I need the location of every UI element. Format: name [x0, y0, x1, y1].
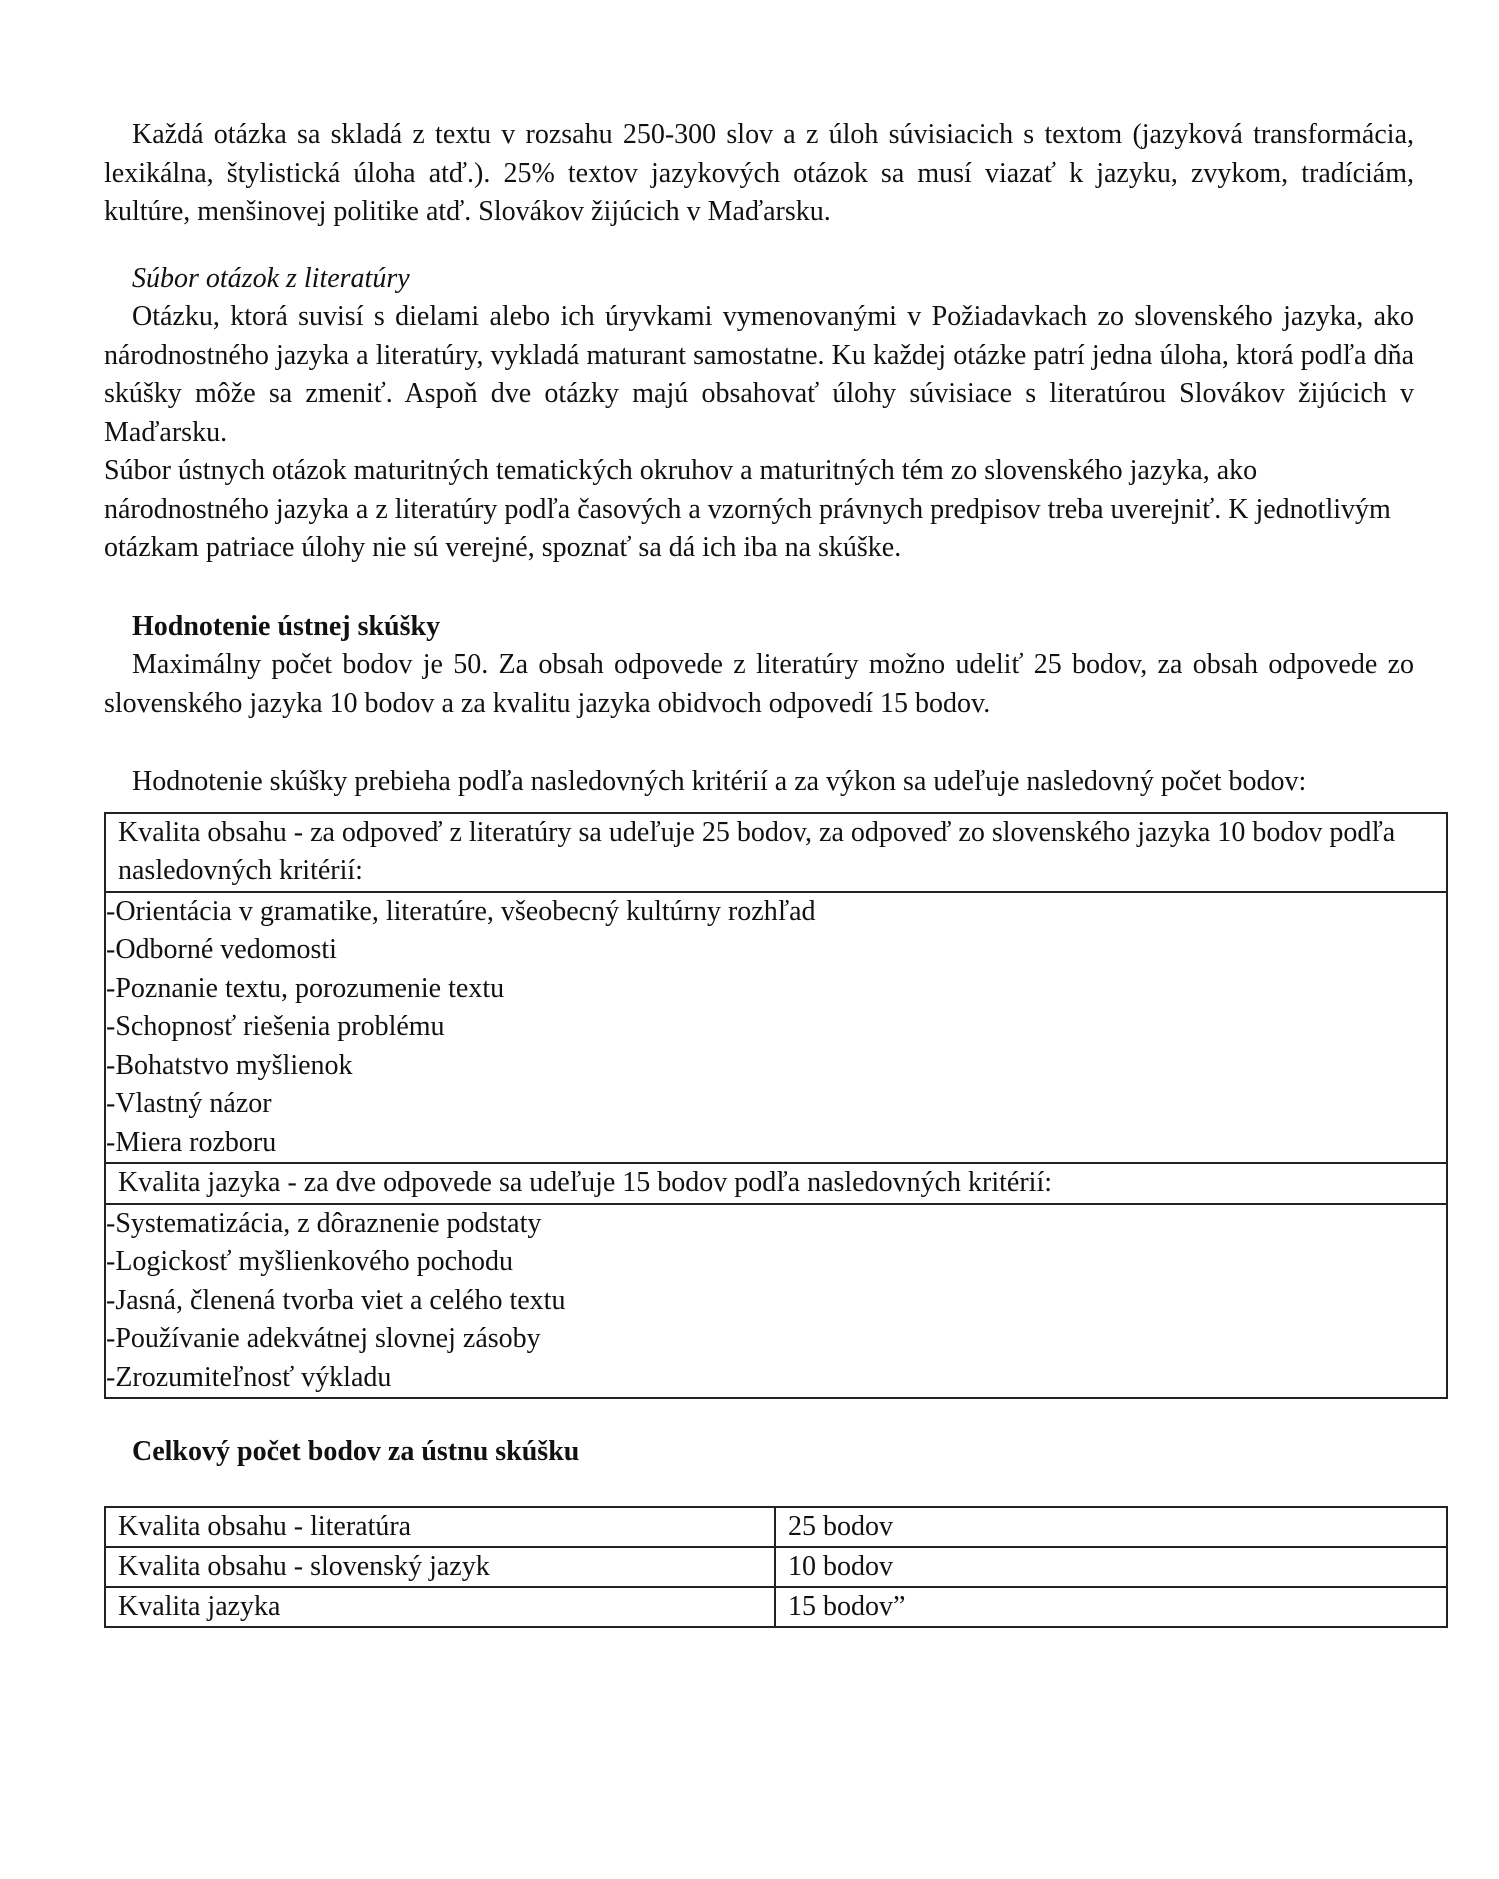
list-item: -Miera rozboru — [106, 1126, 277, 1158]
evaluation-heading: Hodnotenie ústnej skúšky — [132, 610, 441, 642]
list-item: -Bohatstvo myšlienok — [106, 1049, 353, 1081]
paragraph-literature-questions: Otázku, ktorá suvisí s dielami alebo ich úryvkami vymenovanými v Požiadavkach zo slovenského jazyka, ako národnostného jazyka a literatúry, vykladá maturant samostatne. Ku každej otázke patrí jedna úloha, ktorá podľa dňa skúšky môže sa zmeniť. Aspoň dve otázky majú obsahovať úlohy súvisiace s literatúrou Slovákov žijúcich v Maďarsku. — [104, 301, 1414, 448]
criteria-language-list — [105, 1204, 1447, 1399]
literature-subheading: Súbor otázok z literatúry — [132, 262, 410, 294]
criteria-content-header: Kvalita obsahu - za odpoveď z literatúry sa udeľuje 25 bodov, za odpoveď zo slovenského jazyka 10 bodov podľa nasledovných kritérií: — [105, 813, 1447, 892]
summary-points: 15 bodov” — [775, 1587, 1447, 1627]
list-item: -Odborné vedomosti — [106, 934, 337, 965]
list-item: -Orientácia v gramatike, literatúre, všeobecný kultúrny rozhľad — [106, 895, 816, 927]
table-row — [105, 1547, 1447, 1587]
paragraph-criteria-intro: Hodnotenie skúšky prebieha podľa nasledovných kritérií a za výkon sa udeľuje nasledovný počet bodov: — [132, 766, 1307, 797]
paragraph-oral-questions-publication: Súbor ústnych otázok maturitných tematických okruhov a maturitných tém zo slovenského jazyka, ako národnostného jazyka a z literatúry podľa časových a vzorných právnych predpisov treba uverejniť. K jednotlivým otázkam patriace úlohy nie sú verejné, spoznať sa dá ich iba na skúške. — [104, 455, 1391, 563]
total-points-heading: Celkový počet bodov za ústnu skúšku — [132, 1436, 580, 1467]
table-row — [105, 1587, 1447, 1627]
list-item: -Systematizácia, z dôraznenie podstaty — [106, 1207, 542, 1239]
criteria-language-header: Kvalita jazyka - za dve odpovede sa udeľuje 15 bodov podľa nasledovných kritérií: — [105, 1163, 1447, 1204]
paragraph-max-points: Maximálny počet bodov je 50. Za obsah odpovede z literatúry možno udeliť 25 bodov, za obsah odpovede zo slovenského jazyka 10 bodov a za kvalitu jazyka obidvoch odpovedí 15 bodov. — [104, 649, 1414, 719]
summary-label: Kvalita obsahu - slovenský jazyk — [105, 1547, 775, 1587]
criteria-table — [104, 812, 1448, 1400]
list-item: -Vlastný názor — [106, 1088, 272, 1119]
document-page — [104, 116, 1414, 1628]
list-item: -Zrozumiteľnosť výkladu — [106, 1361, 392, 1393]
paragraph-question-structure: Každá otázka sa skladá z textu v rozsahu 250-300 slov a z úloh súvisiacich s textom (jazyková transformácia, lexikálna, štylistická úloha atď.). 25% textov jazykových otázok sa musí viazať k jazyku, zvykom, tradíciám, kultúre, menšinovej politike atď. Slovákov žijúcich v Maďarsku. — [104, 119, 1414, 227]
list-item: -Logickosť myšlienkového pochodu — [106, 1246, 514, 1277]
summary-label: Kvalita jazyka — [105, 1587, 775, 1627]
summary-label: Kvalita obsahu - literatúra — [105, 1507, 775, 1547]
table-row — [105, 1507, 1447, 1547]
summary-table — [104, 1506, 1448, 1628]
list-item: -Poznanie textu, porozumenie textu — [106, 972, 505, 1004]
list-item: -Jasná, členená tvorba viet a celého textu — [106, 1284, 566, 1316]
criteria-content-list — [105, 892, 1447, 1164]
summary-points: 25 bodov — [775, 1507, 1447, 1547]
summary-points: 10 bodov — [775, 1547, 1447, 1587]
list-item: -Schopnosť riešenia problému — [106, 1011, 445, 1042]
list-item: -Používanie adekvátnej slovnej zásoby — [106, 1323, 541, 1354]
